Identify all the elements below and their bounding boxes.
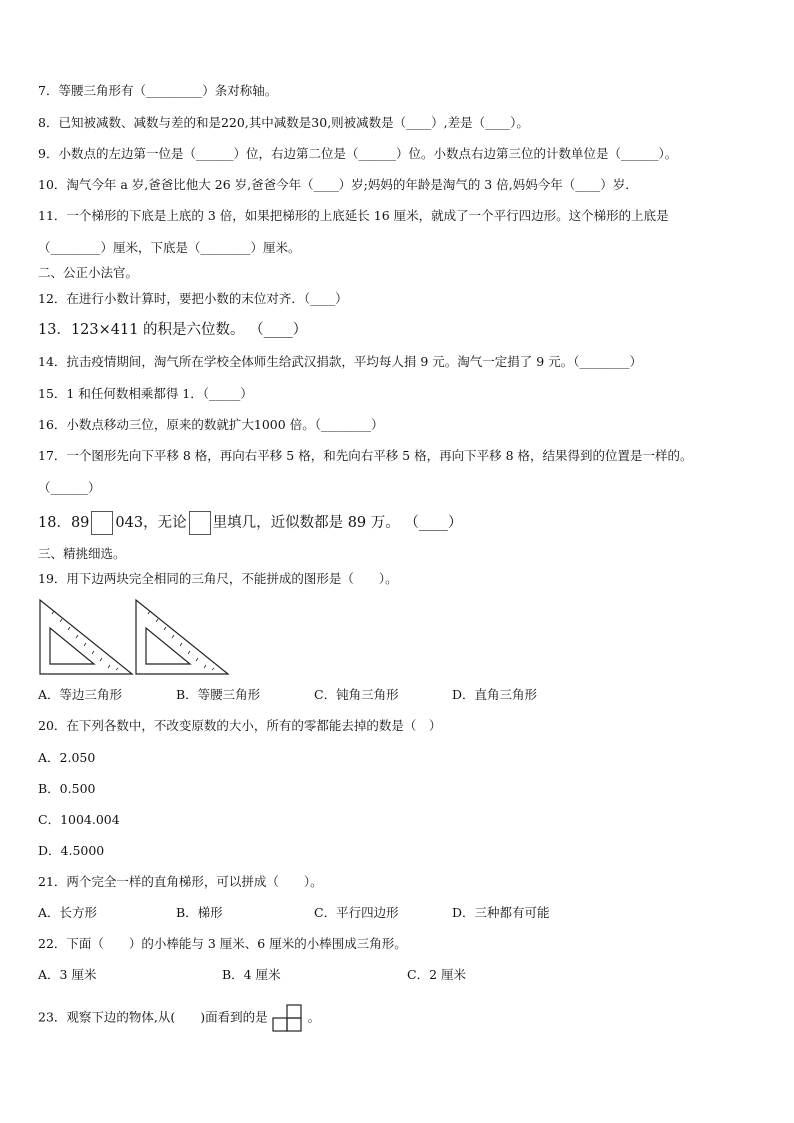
q17-line1: 17．一个图形先向下平移 8 格，再向右平移 5 格，和先向右平移 5 格，再向下平移 8 格，结果得到的位置是一样的。 (38, 448, 693, 463)
q21-option-c: C．平行四边形 (314, 905, 399, 920)
q23 (38, 1004, 320, 1032)
triangle-ruler-right (136, 600, 228, 674)
q7: 7．等腰三角形有（_________）条对称轴。 (38, 83, 278, 98)
q20-option-d: D．4.5000 (38, 843, 105, 858)
q8: 8．已知被减数、减数与差的和是220,其中减数是30,则被减数是（____）,差是（____）。 (38, 115, 529, 130)
blank-box (91, 511, 113, 535)
blank-box (189, 511, 211, 535)
q18 (38, 510, 462, 536)
q9: 9．小数点的左边第一位是（______）位，右边第二位是（______）位。小数点右边第三位的计数单位是（______）。 (38, 146, 678, 161)
q18-part-c: 里填几，近似数都是 89 万。 （____） (212, 515, 463, 531)
q21-option-d: D．三种都有可能 (452, 905, 550, 920)
q19-option-b: B．等腰三角形 (176, 687, 261, 702)
q19-option-d: D．直角三角形 (452, 687, 538, 702)
q16: 16．小数点移动三位，原来的数就扩大1000 倍。（________） (38, 417, 384, 432)
q23-text: 23．观察下边的物体,从( )面看到的是 (38, 1009, 268, 1025)
q22: 22．下面（ ）的小棒能与 3 厘米、6 厘米的小棒围成三角形。 (38, 936, 407, 951)
q22-option-a: A．3 厘米 (38, 967, 97, 982)
q19-option-c: C．钝角三角形 (314, 687, 399, 702)
q21: 21．两个完全一样的直角梯形，可以拼成（ ）。 (38, 874, 323, 889)
section-2-heading: 二、公正小法官。 (38, 265, 139, 280)
q14: 14．抗击疫情期间，淘气所在学校全体师生给武汉捐款，平均每人捐 9 元。淘气一定捐了 9 元。（________） (38, 354, 642, 369)
q22-option-b: B．4 厘米 (222, 967, 281, 982)
q21-option-a: A．长方形 (38, 905, 98, 920)
q18-part-b: 043，无论 (115, 515, 187, 531)
cube-view-icon (272, 1004, 304, 1032)
q20: 20．在下列各数中，不改变原数的大小，所有的零都能去掉的数是（ ） (38, 718, 442, 733)
q17-line2: （______） (38, 480, 101, 495)
q13: 13．123×411 的积是六位数。 （____） (38, 322, 308, 338)
q20-option-c: C．1004.004 (38, 812, 120, 827)
section-3-heading: 三、精挑细选。 (38, 546, 126, 561)
q23-end: 。 (307, 1009, 321, 1025)
triangle-ruler-left (40, 600, 132, 674)
q10: 10．淘气今年 a 岁,爸爸比他大 26 岁,爸爸今年（____）岁;妈妈的年龄是淘气的 3 倍,妈妈今年（____）岁． (38, 177, 638, 192)
q21-option-b: B．梯形 (176, 905, 223, 920)
q20-option-b: B．0.500 (38, 781, 96, 796)
q11-line1: 11．一个梯形的下底是上底的 3 倍，如果把梯形的上底延长 16 厘米，就成了一个平行四边形。这个梯形的上底是 (38, 208, 669, 223)
q22-option-c: C．2 厘米 (407, 967, 466, 982)
q11-line2: （________）厘米，下底是（________）厘米。 (38, 240, 301, 255)
q15: 15．1 和任何数相乘都得 1．（_____） (38, 386, 253, 401)
triangle-rulers-figure (38, 598, 232, 677)
q18-part-a: 18．89 (38, 515, 90, 531)
q19: 19．用下边两块完全相同的三角尺，不能拼成的图形是（ ）。 (38, 571, 398, 586)
q12: 12．在进行小数计算时，要把小数的末位对齐．（____） (38, 291, 348, 306)
q19-option-a: A．等边三角形 (38, 687, 123, 702)
q20-option-a: A．2.050 (38, 750, 96, 765)
